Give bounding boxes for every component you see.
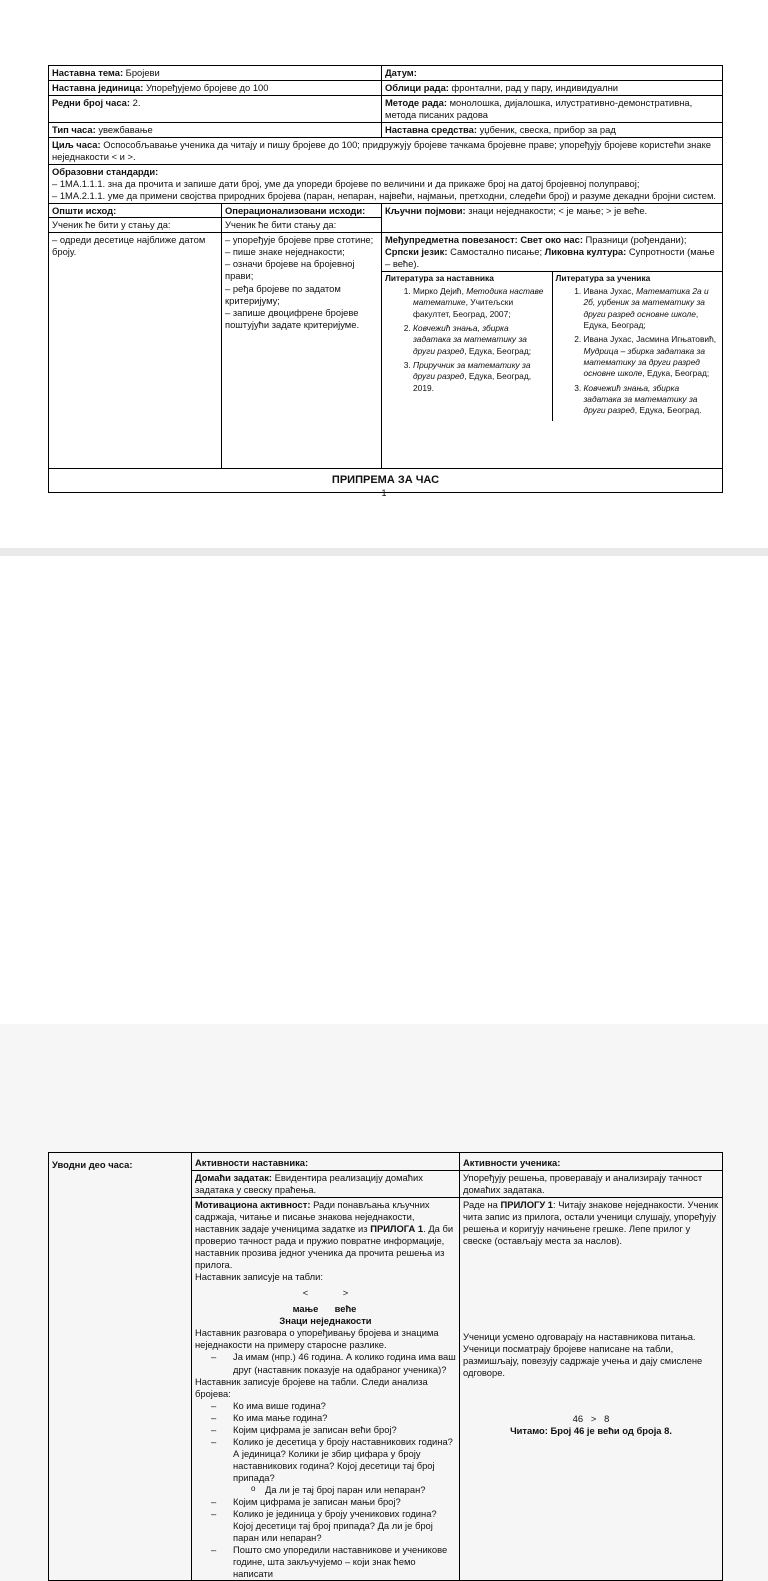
value: Оспособљавање ученика да читају и пишу бројеве до 100; придружују бројеве тачкама бројевне праве; упоређују бројеве користећи знаке неједнакости < и >. bbox=[52, 139, 711, 163]
lit-item: 2. Ковчежић знања, збирка задатака за математику за други разред, Едука, Београд; bbox=[413, 323, 549, 357]
lit-item: 1. Мирко Дејић, Методика наставе математике, Учитељски факултет, Београд, 2007; bbox=[413, 286, 549, 320]
aktivnosti-ucenika-header bbox=[460, 1153, 723, 1171]
datum-cell bbox=[382, 66, 723, 81]
label: Литература за ученика bbox=[555, 273, 651, 284]
value: Упоређујемо бројеве до 100 bbox=[143, 82, 269, 94]
value: знаци неједнакости; < је мање; > је веће. bbox=[465, 205, 648, 217]
page-1 bbox=[0, 0, 768, 548]
kljucni-pojmovi-cell bbox=[382, 204, 723, 233]
lit-item: 3. Ковчежић знања, збирка задатака за математику за други разред, Едука, Београд. bbox=[584, 383, 720, 417]
ucenik-activity-cell bbox=[460, 1198, 723, 1581]
label: Међупредметна повезаност: Свет око нас: bbox=[385, 234, 583, 246]
label: Операционализовани исходи: bbox=[225, 205, 366, 217]
label: Кључни појмови: bbox=[385, 205, 466, 217]
lit-item: 3. Приручник за математику за други разред, Едука, Београд, 2019. bbox=[413, 360, 549, 394]
label: Уводни део часа: bbox=[52, 1159, 133, 1170]
list-item: o Да ли је тај број паран или непаран? bbox=[251, 1484, 456, 1496]
oper-ishodi-header bbox=[222, 204, 382, 218]
lesson-header-table bbox=[48, 65, 723, 493]
opsti-ishod-body bbox=[49, 233, 222, 469]
list-item: – Ја имам (нпр.) 46 година. А колико година има ваш друг (наставник показује на одабраног ученика)? bbox=[211, 1351, 456, 1375]
label: Редни број часа: bbox=[52, 97, 130, 109]
value: фронтални, рад у пару, индивидуални bbox=[448, 82, 618, 94]
rade-text: Раде на ПРИЛОГУ 1: Читају знакове неједнакости. Ученик чита запис из прилога, остали ученици слушају, упоређују решења и коригују начињене грешке. Лепе прилог у свеске (остављају места за наслов). bbox=[463, 1199, 719, 1247]
lit-item: 1. Ивана Јухас, Математика 2а и 2б, уџбеник за математику за други разред основне школе, Едука, Београд; bbox=[584, 286, 720, 331]
cilj-casa-cell bbox=[49, 138, 723, 165]
priprema-title: ПРИПРЕМА ЗА ЧАС bbox=[49, 469, 723, 492]
oper-ishodi-sub: Ученик ће бити стању да: bbox=[222, 218, 382, 233]
list-item: – Колико је десетица у броју наставникових година? А јединица? Колики је збир цифара у броју наставникових година? Којој десетици тај број припада? bbox=[211, 1436, 456, 1484]
literatura-cell bbox=[382, 272, 723, 469]
literatura-ucenik bbox=[552, 272, 723, 420]
list-item: – Којим цифрама је записан већи број? bbox=[211, 1424, 456, 1436]
greater-than-sign: > bbox=[342, 1287, 349, 1299]
outcome-item: – одреди десетице најближе датом броју. bbox=[52, 234, 206, 258]
label: Активности наставника: bbox=[195, 1157, 309, 1168]
motivaciona-cell bbox=[192, 1198, 460, 1581]
label: Активности ученика: bbox=[463, 1157, 561, 1168]
label: Датум: bbox=[385, 67, 417, 78]
label: Ликовна култура: bbox=[544, 246, 627, 258]
page-gap bbox=[0, 548, 768, 556]
label: Домаћи задатак: bbox=[195, 1172, 273, 1184]
value: Евидентира реализацију домаћих задатака у свеску праћења. bbox=[195, 1172, 423, 1196]
standardi-cell bbox=[49, 165, 723, 204]
label: Литература за наставника bbox=[385, 273, 494, 284]
domaci-zadatak-cell bbox=[192, 1171, 460, 1198]
label: Општи исход: bbox=[52, 205, 117, 217]
value: монолошка, дијалошка, илустративно-демонстративна, метода писаних радова bbox=[385, 97, 693, 121]
label: Циљ часа: bbox=[52, 139, 101, 151]
list-item: – Колико је јединица у броју ученикових година? Којој десетици тај број припада? Да ли је број паран или непаран? bbox=[211, 1508, 456, 1544]
vece-word: веће bbox=[334, 1303, 357, 1315]
value: Бројеви bbox=[123, 67, 160, 78]
inequality-signs bbox=[195, 1287, 456, 1299]
standard-item: – 1МА.1.1.1. зна да прочита и запише дати број, уме да упореди бројеве по величини и да прикаже број на датој бројевној полуправој; bbox=[52, 178, 640, 190]
question-list bbox=[195, 1351, 456, 1375]
uvodni-deo-cell bbox=[49, 1153, 192, 1581]
page-2 bbox=[0, 556, 768, 1580]
text: Ученици усмено одговарају на наставникова питања. Ученици посматрају бројеве написане на табли, размишљају, повезују садржаје учења и дају смислене одговоре. bbox=[463, 1331, 703, 1379]
znaci-title: Знаци неједнакости bbox=[279, 1315, 372, 1327]
value: уџбеник, свеска, прибор за рад bbox=[477, 124, 616, 136]
oblici-rada-cell bbox=[382, 81, 723, 96]
medjupredmetna-cell bbox=[382, 233, 723, 272]
label: Наставна средства: bbox=[385, 124, 478, 136]
compare-expression: 46 > 8 bbox=[572, 1413, 610, 1425]
page-number: 1 bbox=[381, 488, 387, 498]
text: Наставник записује бројеве на табли. Следи анализа бројева: bbox=[195, 1375, 428, 1399]
motivaciona-text: Мотивациона активност: Ради понављања кључних садржаја, читање и писање знакова неједнакости, наставник задаје ученицима задатке из ПРИЛОГА 1. Да би проверио тачност рада и пружио повратне информације, наставник прозива једног ученика да прочита решења из прилога. bbox=[195, 1199, 454, 1271]
list-item: – Ко има мање година? bbox=[211, 1412, 456, 1424]
sub-question-list bbox=[195, 1484, 456, 1496]
opsti-ishod-header bbox=[49, 204, 222, 218]
label: Наставна јединица: bbox=[52, 82, 144, 94]
value: Супротности (мање – веће). bbox=[385, 246, 715, 270]
inequality-words bbox=[195, 1303, 456, 1315]
nastavna-jedinica-cell bbox=[49, 81, 382, 96]
less-than-sign: < bbox=[302, 1287, 309, 1299]
metode-rada-cell bbox=[382, 96, 723, 123]
redni-broj-cell bbox=[49, 96, 382, 123]
label: Наставна тема: bbox=[52, 67, 124, 78]
value: Празници (рођендани); bbox=[582, 234, 687, 246]
nastavna-tema-cell bbox=[49, 66, 382, 81]
text: Наставник записује на табли: bbox=[195, 1271, 323, 1283]
value: Упоређују решења, проверавају и анализирају тачност домаћих задатака. bbox=[463, 1172, 703, 1196]
standard-item: – 1МА.2.1.1. уме да примени својства природних бројева (паран, непаран, највећи, најмањи, претходни, следећи број) и разуме декадни бројни систем. bbox=[52, 190, 717, 202]
aktivnosti-nastavnika-header bbox=[192, 1153, 460, 1171]
value: увежбавање bbox=[95, 124, 153, 136]
label: Методе рада: bbox=[385, 97, 447, 109]
tip-casa-cell bbox=[49, 123, 382, 138]
literatura-nastavnik bbox=[382, 272, 552, 420]
citamo-line: Читамо: Број 46 је већи од броја 8. bbox=[510, 1425, 672, 1437]
value: Самостално писање; bbox=[447, 246, 543, 258]
label: Српски језик: bbox=[385, 246, 448, 258]
value: 2. bbox=[130, 97, 141, 109]
outcome-item: – упоређује бројеве прве стотине; bbox=[225, 234, 374, 246]
outcome-item: – означи бројеве на бројевној прави; bbox=[225, 258, 355, 282]
outcome-item: – ређа бројеве по задатом критеријуму; bbox=[225, 282, 341, 306]
question-list bbox=[195, 1496, 456, 1580]
outcome-item: – пише знаке неједнакости; bbox=[225, 246, 345, 258]
list-item: – Којим цифрама је записан мањи број? bbox=[211, 1496, 456, 1508]
question-list bbox=[195, 1400, 456, 1484]
outcome-item: – запише двоцифрене бројеве поштујући задате критеријуме. bbox=[225, 306, 360, 330]
list-item: – Пошто смо упоредили наставникове и ученикове године, шта закључујемо – који знак ћемо написати bbox=[211, 1544, 456, 1580]
manje-word: мање bbox=[292, 1303, 319, 1315]
oper-ishodi-body bbox=[222, 233, 382, 469]
label: Образовни стандарди: bbox=[52, 166, 159, 178]
nastavna-sredstva-cell bbox=[382, 123, 723, 138]
domaci-ucenik-cell bbox=[460, 1171, 723, 1198]
label: Тип часа: bbox=[52, 124, 96, 136]
opsti-ishod-sub: Ученик ће бити у стању да: bbox=[49, 218, 222, 233]
lit-item: 2. Ивана Јухас, Јасмина Игњатовић, Мудрица – збирка задатака за математику за други разред основне школе, Едука, Београд; bbox=[584, 334, 720, 379]
text: Наставник разговара о упоређивању бројева и знацима неједнакости на примеру старосне разлике. bbox=[195, 1327, 439, 1351]
label: Облици рада: bbox=[385, 82, 449, 94]
lesson-activities-table bbox=[48, 1152, 723, 1581]
list-item: – Ко има више година? bbox=[211, 1400, 456, 1412]
